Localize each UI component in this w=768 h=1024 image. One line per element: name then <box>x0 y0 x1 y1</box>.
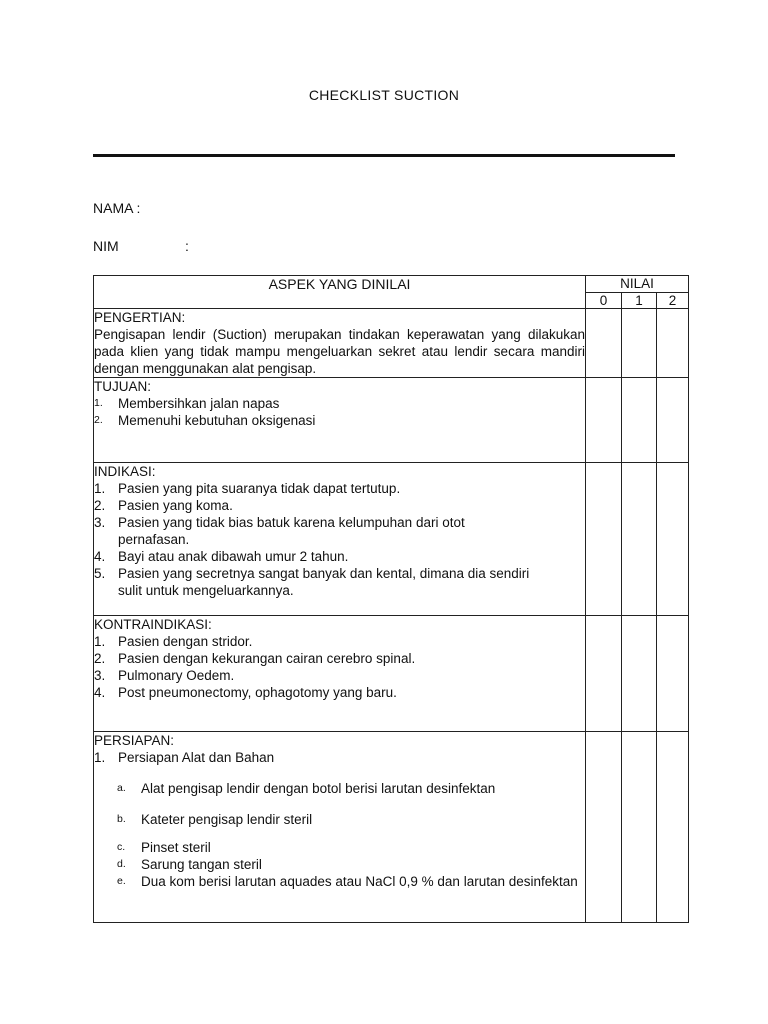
item-number: 4. <box>94 549 106 564</box>
list-item <box>94 667 585 684</box>
score-0-header: 0 <box>586 293 622 309</box>
nim-field <box>93 238 213 254</box>
score-cell-2[interactable] <box>657 616 689 732</box>
list-item <box>94 873 585 890</box>
item-text: Bayi atau anak dibawah umur 2 tahun. <box>118 549 349 564</box>
item-number: 2. <box>94 414 103 426</box>
pengertian-cell <box>94 309 586 378</box>
aspek-header: ASPEK YANG DINILAI <box>94 276 586 309</box>
item-text: Pasien dengan stridor. <box>118 634 253 649</box>
item-letter: d. <box>117 858 126 870</box>
item-number: 3. <box>94 668 106 683</box>
score-cell-1[interactable] <box>622 616 657 732</box>
tujuan-row <box>94 378 689 463</box>
item-letter: e. <box>117 875 126 887</box>
kontraindikasi-list <box>94 633 585 701</box>
item-text: Sarung tangan steril <box>141 857 262 872</box>
list-item <box>94 565 585 599</box>
item-number: 2. <box>94 498 106 513</box>
nama-colon: : <box>136 200 141 216</box>
score-cell-0[interactable] <box>586 732 622 923</box>
item-number: 1. <box>94 750 106 765</box>
score-cell-1[interactable] <box>622 463 657 616</box>
list-item <box>94 684 585 701</box>
score-cell-0[interactable] <box>586 378 622 463</box>
item-letter: a. <box>117 782 126 794</box>
persiapan-alat-list <box>94 780 585 890</box>
item-text: Post pneumonectomy, ophagotomy yang baru. <box>118 685 397 700</box>
title-divider <box>93 154 675 157</box>
score-2-header: 2 <box>657 293 689 309</box>
list-item <box>94 650 585 667</box>
indikasi-row <box>94 463 689 616</box>
item-text: Pasien yang pita suaranya tidak dapat tertutup. <box>118 481 401 496</box>
nama-label: NAMA <box>93 200 134 216</box>
item-text: Memenuhi kebutuhan oksigenasi <box>118 413 316 428</box>
indikasi-list <box>94 480 585 599</box>
nama-field <box>93 200 140 216</box>
item-number: 5. <box>94 566 106 581</box>
item-number: 1. <box>94 481 106 496</box>
persiapan-label: PERSIAPAN: <box>94 733 175 748</box>
list-item <box>94 633 585 650</box>
score-cell-0[interactable] <box>586 616 622 732</box>
list-item <box>94 749 585 766</box>
persiapan-cell <box>94 732 586 923</box>
nilai-header: NILAI <box>586 276 689 293</box>
nim-colon: : <box>185 238 189 254</box>
item-letter: c. <box>117 841 126 853</box>
score-cell-2[interactable] <box>657 732 689 923</box>
persiapan-subtitle: Persiapan Alat dan Bahan <box>118 750 275 765</box>
score-cell-0[interactable] <box>586 463 622 616</box>
item-number: 4. <box>94 685 106 700</box>
item-text: Pinset steril <box>141 840 211 855</box>
persiapan-row <box>94 732 689 923</box>
tujuan-label: TUJUAN: <box>94 379 151 394</box>
pengertian-text: Pengisapan lendir (Suction) merupakan tindakan keperawatan yang dilakukan pada klien yang tidak mampu mengeluarkan sekret atau lendir secara mandiri dengan menggunakan alat pengisap. <box>94 327 585 376</box>
kontraindikasi-label: KONTRAINDIKASI: <box>94 617 212 632</box>
tujuan-list <box>94 395 585 429</box>
pengertian-label: PENGERTIAN: <box>94 310 186 325</box>
item-text: Pasien yang secretnya sangat banyak dan kental, dimana dia sendiri sulit untuk mengeluarkannya. <box>118 566 530 598</box>
item-text: Kateter pengisap lendir steril <box>141 812 313 827</box>
header-row <box>94 276 689 293</box>
item-text: Alat pengisap lendir dengan botol berisi larutan desinfektan <box>141 781 496 796</box>
list-item <box>94 811 585 828</box>
item-number: 3. <box>94 515 106 530</box>
item-text: Membersihkan jalan napas <box>118 396 280 411</box>
list-item <box>94 480 585 497</box>
kontraindikasi-cell <box>94 616 586 732</box>
list-item <box>94 856 585 873</box>
item-text: Pasien yang tidak bias batuk karena kelumpuhan dari otot pernafasan. <box>118 515 465 547</box>
list-item <box>94 412 585 429</box>
score-cell-2[interactable] <box>657 463 689 616</box>
item-number: 2. <box>94 651 106 666</box>
kontraindikasi-row <box>94 616 689 732</box>
list-item <box>94 497 585 514</box>
item-text: Dua kom berisi larutan aquades atau NaCl 0,9 % dan larutan desinfektan <box>141 874 578 889</box>
indikasi-cell <box>94 463 586 616</box>
tujuan-cell <box>94 378 586 463</box>
item-number: 1. <box>94 634 106 649</box>
score-1-header: 1 <box>622 293 657 309</box>
item-number: 1. <box>94 397 103 409</box>
score-cell-0[interactable] <box>586 309 622 378</box>
checklist-table <box>93 275 689 923</box>
item-text: Pasien yang koma. <box>118 498 233 513</box>
list-item <box>94 548 585 565</box>
persiapan-list <box>94 749 585 766</box>
document-title: CHECKLIST SUCTION <box>308 87 460 103</box>
item-text: Pulmonary Oedem. <box>118 668 235 683</box>
pengertian-row <box>94 309 689 378</box>
score-cell-1[interactable] <box>622 309 657 378</box>
item-letter: b. <box>117 813 126 825</box>
score-cell-2[interactable] <box>657 309 689 378</box>
nim-label: NIM <box>93 238 119 254</box>
list-item <box>94 839 585 856</box>
score-cell-2[interactable] <box>657 378 689 463</box>
list-item <box>94 514 585 548</box>
indikasi-label: INDIKASI: <box>94 464 156 479</box>
score-cell-1[interactable] <box>622 378 657 463</box>
list-item <box>94 780 585 797</box>
item-text: Pasien dengan kekurangan cairan cerebro spinal. <box>118 651 416 666</box>
score-cell-1[interactable] <box>622 732 657 923</box>
list-item <box>94 395 585 412</box>
